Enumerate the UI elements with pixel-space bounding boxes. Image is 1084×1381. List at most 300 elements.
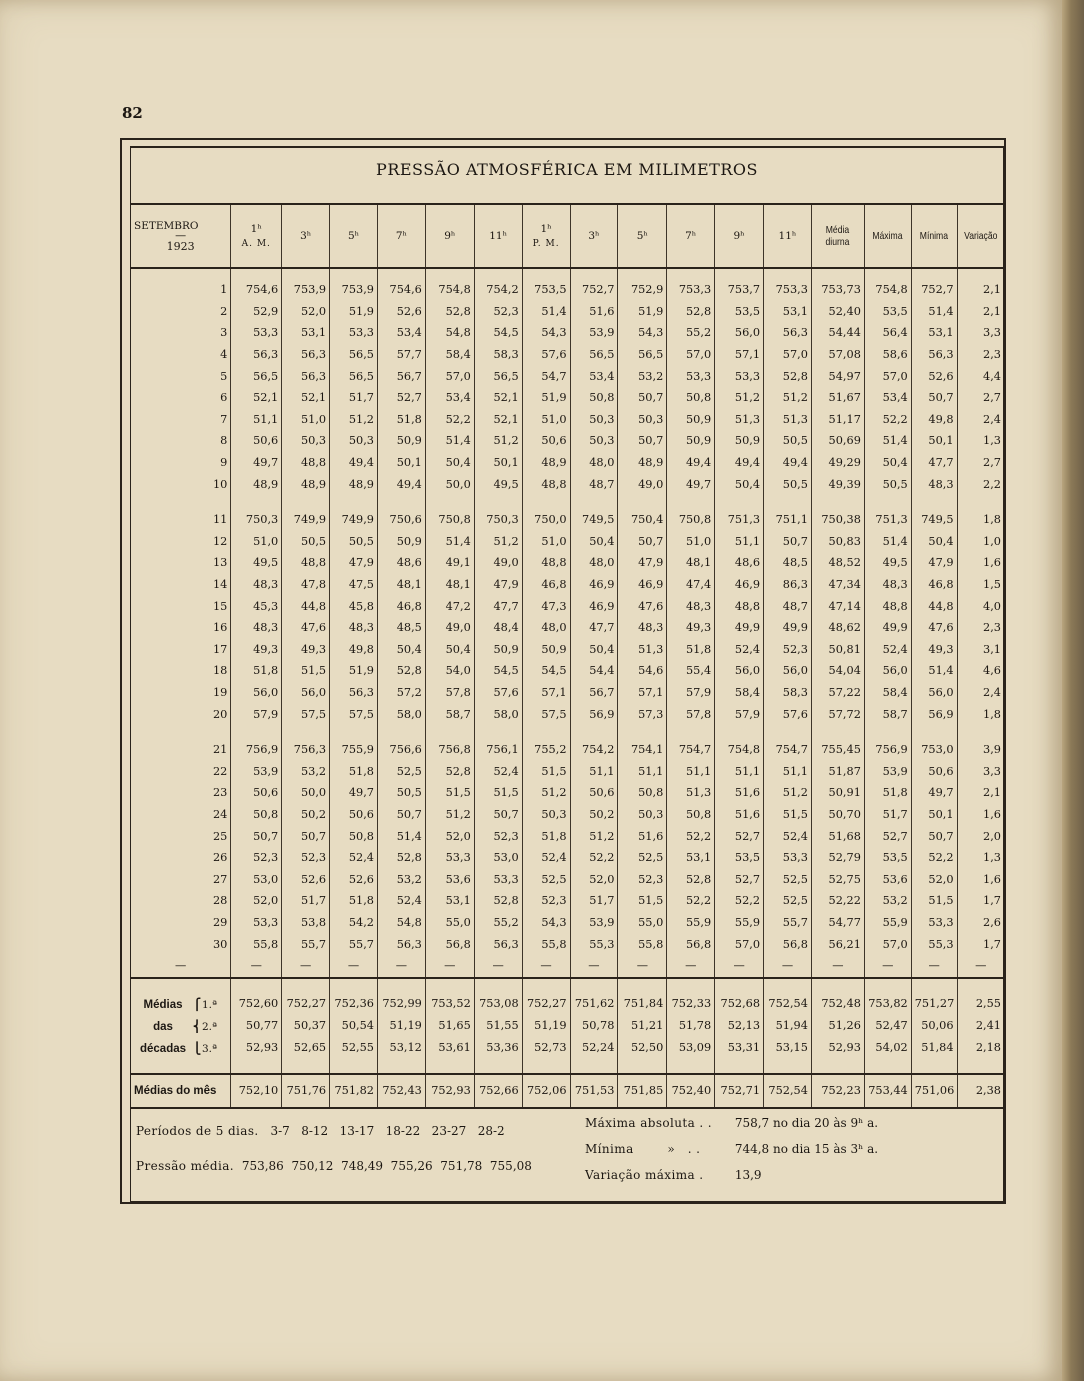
value-cell: 58,0 — [474, 703, 522, 725]
value-cell: 51,6 — [570, 301, 618, 323]
value-cell: 55,2 — [667, 322, 715, 344]
value-cell: 57,5 — [522, 703, 570, 725]
spacer-cell — [425, 978, 474, 993]
value-cell: 52,4 — [378, 890, 426, 912]
spacer-cell — [911, 495, 957, 509]
col-header-2 — [330, 204, 378, 268]
value-cell: 750,38 — [811, 509, 864, 531]
value-cell: 754,6 — [231, 279, 282, 301]
spacer-cell — [715, 268, 764, 279]
dash-cell: — — [330, 955, 378, 978]
spacer-cell — [131, 1059, 231, 1074]
col-header-sub: P. M. — [532, 239, 560, 249]
value-cell: 53,09 — [667, 1037, 715, 1059]
value-cell: 47,4 — [667, 574, 715, 596]
value-cell: 47,34 — [811, 574, 864, 596]
spacer-cell — [618, 268, 667, 279]
spacer-cell — [522, 495, 570, 509]
table-row — [131, 452, 1004, 474]
day-cell: 8 — [220, 434, 228, 448]
spacer-cell — [715, 1059, 764, 1074]
value-cell: 50,7 — [618, 387, 667, 409]
value-cell: 51,9 — [618, 301, 667, 323]
col-header-sub: A. M. — [241, 239, 271, 249]
col-header-label: 1ʰ — [250, 223, 262, 235]
value-cell: 753,52 — [425, 993, 474, 1015]
value-cell: 57,9 — [667, 682, 715, 704]
value-cell: 52,4 — [522, 847, 570, 869]
value-cell: 50,78 — [570, 1015, 618, 1037]
value-cell: 752,27 — [282, 993, 330, 1015]
value-cell: 756,1 — [474, 739, 522, 761]
col-header-label: 11ʰ — [489, 230, 508, 242]
table-row — [131, 847, 1004, 869]
value-cell: 52,5 — [378, 760, 426, 782]
decade-label-word: décadas — [139, 1042, 187, 1055]
value-cell: 50,5 — [282, 531, 330, 553]
value-cell: 45,3 — [231, 595, 282, 617]
value-cell: 53,3 — [911, 912, 957, 934]
spacer-cell — [618, 1059, 667, 1074]
value-cell: 753,3 — [764, 279, 812, 301]
value-cell: 750,0 — [522, 509, 570, 531]
spacer-cell — [618, 495, 667, 509]
value-cell: 2,7 — [957, 387, 1004, 409]
value-cell: 50,4 — [425, 452, 474, 474]
value-cell: 52,1 — [474, 387, 522, 409]
value-cell: 55,8 — [231, 933, 282, 955]
dash-cell: — — [474, 955, 522, 978]
value-cell: 52,0 — [425, 825, 474, 847]
value-cell: 55,0 — [425, 912, 474, 934]
spacer-cell — [378, 1059, 426, 1074]
value-cell: 56,3 — [231, 344, 282, 366]
value-cell: 48,8 — [282, 552, 330, 574]
day-cell: 27 — [212, 872, 228, 886]
value-cell: 52,65 — [282, 1037, 330, 1059]
value-cell: 753,7 — [715, 279, 764, 301]
dash-cell: — — [618, 955, 667, 978]
dash-cell: — — [957, 955, 1004, 978]
pressure-line — [136, 1159, 532, 1173]
spacer-cell — [131, 725, 231, 739]
value-cell: 58,7 — [425, 703, 474, 725]
value-cell: 56,4 — [864, 322, 911, 344]
decade-row — [131, 1037, 1004, 1059]
spacer-cell — [231, 495, 282, 509]
value-cell: 52,8 — [378, 847, 426, 869]
spacer-cell — [618, 978, 667, 993]
value-cell: 53,4 — [570, 365, 618, 387]
value-cell: 51,3 — [715, 409, 764, 431]
value-cell: 51,8 — [330, 890, 378, 912]
value-cell: 50,83 — [811, 531, 864, 553]
value-cell: 51,67 — [811, 387, 864, 409]
value-cell: 52,24 — [570, 1037, 618, 1059]
value-cell: 49,9 — [864, 617, 911, 639]
spacer-cell — [231, 978, 282, 993]
value-cell: 52,6 — [282, 868, 330, 890]
spacer-cell — [282, 268, 330, 279]
value-cell: 51,3 — [667, 782, 715, 804]
value-cell: 51,2 — [425, 804, 474, 826]
value-cell: 751,82 — [330, 1074, 378, 1108]
col-header-7 — [570, 204, 618, 268]
decade-row — [131, 1015, 1004, 1037]
value-cell: 53,2 — [378, 868, 426, 890]
value-cell: 756,8 — [425, 739, 474, 761]
page-edge — [1062, 0, 1084, 1381]
value-cell: 50,9 — [474, 639, 522, 661]
spacer-cell — [131, 268, 231, 279]
value-cell: 51,0 — [522, 531, 570, 553]
value-cell: 4,0 — [957, 595, 1004, 617]
value-cell: 51,2 — [474, 430, 522, 452]
spacer-cell — [957, 725, 1004, 739]
value-cell: 751,3 — [715, 509, 764, 531]
col-header-5 — [474, 204, 522, 268]
value-cell: 50,8 — [618, 782, 667, 804]
value-cell: 52,2 — [715, 890, 764, 912]
dash-row — [131, 955, 1004, 978]
value-cell: 50,7 — [474, 804, 522, 826]
value-cell: 51,8 — [378, 409, 426, 431]
value-cell: 50,8 — [570, 387, 618, 409]
value-cell: 56,8 — [667, 933, 715, 955]
value-cell: 49,8 — [330, 639, 378, 661]
value-cell: 53,8 — [282, 912, 330, 934]
value-cell: 750,8 — [425, 509, 474, 531]
table-row — [131, 365, 1004, 387]
value-cell: 52,8 — [764, 365, 812, 387]
value-cell: 47,9 — [911, 552, 957, 574]
value-cell: 51,1 — [715, 760, 764, 782]
value-cell: 44,8 — [282, 595, 330, 617]
value-cell: 2,1 — [957, 279, 1004, 301]
value-cell: 56,0 — [911, 682, 957, 704]
spacer-cell — [957, 978, 1004, 993]
group-spacer — [131, 495, 1004, 509]
spacer-cell — [811, 725, 864, 739]
spacer-cell — [764, 268, 812, 279]
value-cell: 48,7 — [570, 473, 618, 495]
value-cell: 56,7 — [570, 682, 618, 704]
value-cell: 751,1 — [764, 509, 812, 531]
value-cell: 52,4 — [864, 639, 911, 661]
value-cell: 51,2 — [715, 387, 764, 409]
value-cell: 47,6 — [618, 595, 667, 617]
value-cell: 46,9 — [618, 574, 667, 596]
periods-label: Períodos de 5 dias. — [136, 1124, 259, 1138]
value-cell: 51,55 — [474, 1015, 522, 1037]
day-cell: 16 — [212, 621, 228, 635]
value-cell: 2,55 — [957, 993, 1004, 1015]
day-cell: 24 — [212, 807, 228, 821]
value-cell: 52,8 — [474, 890, 522, 912]
value-cell: 49,7 — [667, 473, 715, 495]
value-cell: 50,7 — [378, 804, 426, 826]
value-cell: 53,2 — [864, 890, 911, 912]
value-cell: 1,8 — [957, 509, 1004, 531]
value-cell: 4,4 — [957, 365, 1004, 387]
table-row — [131, 344, 1004, 366]
dash-cell: — — [911, 955, 957, 978]
value-cell: 54,6 — [618, 660, 667, 682]
value-cell: 52,6 — [330, 868, 378, 890]
spacer-cell — [231, 725, 282, 739]
table-row — [131, 660, 1004, 682]
value-cell: 48,9 — [618, 452, 667, 474]
spacer-cell — [764, 725, 812, 739]
value-cell: 753,08 — [474, 993, 522, 1015]
value-cell: 51,78 — [667, 1015, 715, 1037]
value-cell: 753,0 — [911, 739, 957, 761]
header-row — [131, 204, 1004, 268]
value-cell: 47,7 — [474, 595, 522, 617]
spacer-cell — [330, 268, 378, 279]
value-cell: 53,6 — [864, 868, 911, 890]
spacer-cell — [911, 268, 957, 279]
day-cell: 18 — [212, 664, 228, 678]
value-cell: 51,1 — [667, 760, 715, 782]
value-cell: 756,9 — [231, 739, 282, 761]
value-cell: 54,3 — [618, 322, 667, 344]
value-cell: 48,5 — [378, 617, 426, 639]
decade-ordinal: 2.ª — [202, 1020, 218, 1033]
value-cell: 2,18 — [957, 1037, 1004, 1059]
col-header-label: 9ʰ — [444, 230, 456, 242]
value-cell: 53,3 — [715, 365, 764, 387]
value-cell: 49,4 — [378, 473, 426, 495]
value-cell: 58,4 — [715, 682, 764, 704]
value-cell: 51,4 — [864, 430, 911, 452]
value-cell: 51,21 — [618, 1015, 667, 1037]
value-cell: 51,2 — [522, 782, 570, 804]
spacer-cell — [378, 268, 426, 279]
value-cell: 751,3 — [864, 509, 911, 531]
value-cell: 51,8 — [667, 639, 715, 661]
value-cell: 57,6 — [522, 344, 570, 366]
value-cell: 47,6 — [282, 617, 330, 639]
spacer-cell — [811, 978, 864, 993]
value-cell: 53,0 — [231, 868, 282, 890]
value-cell: 53,3 — [474, 868, 522, 890]
value-cell: 57,0 — [425, 365, 474, 387]
spacer-cell — [522, 1059, 570, 1074]
spacer-cell — [282, 978, 330, 993]
value-cell: 56,3 — [378, 933, 426, 955]
page-number: 82 — [122, 104, 143, 122]
value-cell: 51,4 — [864, 531, 911, 553]
day-cell: 29 — [212, 915, 228, 929]
dash-cell: — — [764, 955, 812, 978]
value-cell: 47,9 — [474, 574, 522, 596]
value-cell: 56,9 — [570, 703, 618, 725]
col-header-15 — [961, 204, 999, 268]
value-cell: 52,0 — [231, 890, 282, 912]
table-row — [131, 760, 1004, 782]
value-cell: 53,36 — [474, 1037, 522, 1059]
value-cell: 54,44 — [811, 322, 864, 344]
value-cell: 52,0 — [282, 301, 330, 323]
value-cell: 52,7 — [378, 387, 426, 409]
value-cell: 51,68 — [811, 825, 864, 847]
value-cell: 51,4 — [425, 430, 474, 452]
col-header-label: Mínima — [920, 230, 949, 242]
spacer-cell — [911, 1059, 957, 1074]
value-cell: 51,0 — [231, 531, 282, 553]
col-header-0 — [231, 204, 282, 268]
table-body — [131, 268, 1004, 1108]
value-cell: 51,7 — [570, 890, 618, 912]
value-cell: 48,8 — [522, 552, 570, 574]
value-cell: 52,7 — [864, 825, 911, 847]
value-cell: 53,3 — [425, 847, 474, 869]
value-cell: 51,2 — [474, 531, 522, 553]
pressure-values: 753,86 750,12 748,49 755,26 751,78 755,08 — [241, 1159, 532, 1173]
value-cell: 752,99 — [378, 993, 426, 1015]
value-cell: 50,7 — [618, 430, 667, 452]
value-cell: 53,3 — [231, 912, 282, 934]
value-cell: 49,0 — [474, 552, 522, 574]
value-cell: 53,9 — [570, 912, 618, 934]
value-cell: 50,1 — [474, 452, 522, 474]
value-cell: 50,9 — [522, 639, 570, 661]
spacer-cell — [957, 1059, 1004, 1074]
value-cell: 48,8 — [715, 595, 764, 617]
value-cell: 52,3 — [618, 868, 667, 890]
value-cell: 48,8 — [864, 595, 911, 617]
value-cell: 753,9 — [330, 279, 378, 301]
table-row — [131, 509, 1004, 531]
value-cell: 50,6 — [911, 760, 957, 782]
value-cell: 52,5 — [764, 868, 812, 890]
col-header-label: 7ʰ — [395, 230, 408, 242]
value-cell: 56,5 — [330, 344, 378, 366]
value-cell: 52,8 — [667, 301, 715, 323]
value-cell: 753,9 — [282, 279, 330, 301]
col-header-label: 1ʰ — [540, 223, 552, 235]
value-cell: 52,2 — [425, 409, 474, 431]
value-cell: 50,7 — [911, 387, 957, 409]
value-cell: 48,3 — [864, 574, 911, 596]
table-row — [131, 301, 1004, 323]
spacer-cell — [425, 495, 474, 509]
table-row — [131, 868, 1004, 890]
value-cell: 51,8 — [522, 825, 570, 847]
value-cell: 51,84 — [911, 1037, 957, 1059]
value-cell: 49,29 — [811, 452, 864, 474]
spacer-cell — [282, 1059, 330, 1074]
value-cell: 53,0 — [474, 847, 522, 869]
value-cell: 51,1 — [618, 760, 667, 782]
value-cell: 48,8 — [282, 452, 330, 474]
value-cell: 46,8 — [911, 574, 957, 596]
value-cell: 49,3 — [282, 639, 330, 661]
value-cell: 51,8 — [864, 782, 911, 804]
value-cell: 49,0 — [425, 617, 474, 639]
value-cell: 57,8 — [667, 703, 715, 725]
spacer-cell — [667, 725, 715, 739]
table-row — [131, 322, 1004, 344]
value-cell: 53,1 — [282, 322, 330, 344]
value-cell: 1,6 — [957, 804, 1004, 826]
year-label: 1923 — [166, 239, 195, 253]
day-cell: 12 — [212, 534, 228, 548]
value-cell: 50,9 — [378, 531, 426, 553]
value-cell: 57,0 — [864, 933, 911, 955]
day-cell: 17 — [212, 642, 228, 656]
value-cell: 47,14 — [811, 595, 864, 617]
value-cell: 752,48 — [811, 993, 864, 1015]
value-cell: 752,40 — [667, 1074, 715, 1108]
value-cell: 57,3 — [618, 703, 667, 725]
table-row — [131, 682, 1004, 704]
spacer-cell — [911, 978, 957, 993]
month-header — [131, 204, 231, 268]
value-cell: 51,4 — [522, 301, 570, 323]
value-cell: 50,37 — [282, 1015, 330, 1037]
value-cell: 53,15 — [764, 1037, 812, 1059]
value-cell: 50,5 — [864, 473, 911, 495]
spacer-cell — [570, 495, 618, 509]
spacer-cell — [282, 495, 330, 509]
value-cell: 46,8 — [522, 574, 570, 596]
spacer-cell — [957, 268, 1004, 279]
day-cell: 6 — [220, 391, 228, 405]
value-cell: 752,71 — [715, 1074, 764, 1108]
value-cell: 50,4 — [570, 531, 618, 553]
pressure-label: Pressão média. — [136, 1159, 234, 1173]
value-cell: 754,8 — [864, 279, 911, 301]
value-cell: 56,0 — [715, 322, 764, 344]
value-cell: 751,53 — [570, 1074, 618, 1108]
value-cell: 54,7 — [522, 365, 570, 387]
pressure-table — [131, 203, 1004, 1109]
value-cell: 51,7 — [282, 890, 330, 912]
value-cell: 57,1 — [715, 344, 764, 366]
value-cell: 2,0 — [957, 825, 1004, 847]
value-cell: 50,7 — [282, 825, 330, 847]
col-header-label: 11ʰ — [778, 230, 797, 242]
spacer-cell — [474, 725, 522, 739]
value-cell: 57,22 — [811, 682, 864, 704]
table-row — [131, 782, 1004, 804]
value-cell: 749,9 — [330, 509, 378, 531]
value-cell: 52,3 — [764, 639, 812, 661]
value-cell: 51,2 — [764, 387, 812, 409]
value-cell: 55,8 — [522, 933, 570, 955]
value-cell: 47,7 — [570, 617, 618, 639]
value-cell: 53,4 — [864, 387, 911, 409]
value-cell: 52,4 — [474, 760, 522, 782]
value-cell: 55,9 — [667, 912, 715, 934]
day-cell: 11 — [212, 513, 228, 527]
value-cell: 3,3 — [957, 322, 1004, 344]
value-cell: 52,79 — [811, 847, 864, 869]
value-cell: 51,17 — [811, 409, 864, 431]
value-cell: 50,3 — [522, 804, 570, 826]
col-header-9 — [667, 204, 715, 268]
value-cell: 50,9 — [667, 430, 715, 452]
value-cell: 53,61 — [425, 1037, 474, 1059]
value-cell: 52,5 — [618, 847, 667, 869]
periods-values: 3-7 8-12 13-17 18-22 23-27 28-2 — [270, 1124, 505, 1138]
value-cell: 53,6 — [425, 868, 474, 890]
value-cell: 755,45 — [811, 739, 864, 761]
periods-line — [136, 1124, 505, 1138]
value-cell: 51,5 — [764, 804, 812, 826]
